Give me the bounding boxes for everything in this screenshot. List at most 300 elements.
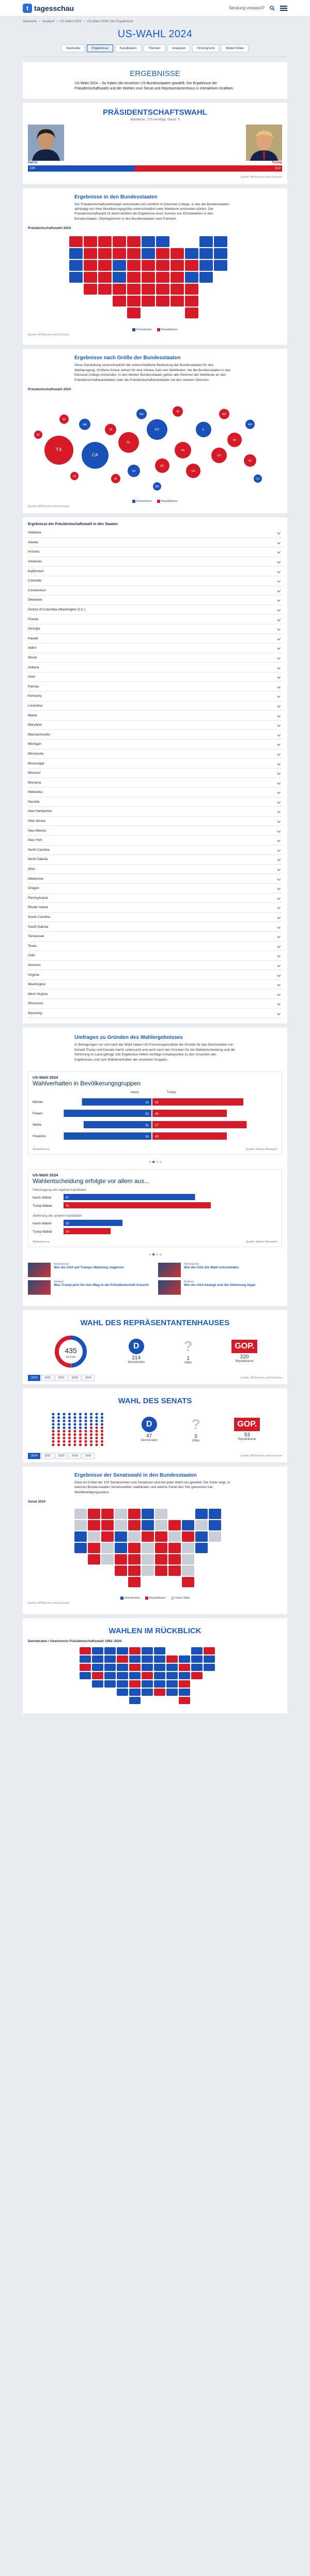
state-tile[interactable]	[69, 248, 83, 259]
state-tile[interactable]	[155, 1543, 167, 1553]
state-tile[interactable]	[84, 260, 97, 271]
state-row[interactable]	[28, 643, 282, 653]
state-tile[interactable]	[80, 1672, 91, 1679]
state-tile[interactable]	[168, 1566, 181, 1576]
survey-card-title: Wahlverhalten in Bevölkerungsgruppen	[33, 1079, 141, 1087]
state-tile[interactable]	[182, 1577, 194, 1587]
state-tile[interactable]	[92, 1647, 103, 1654]
state-row[interactable]	[28, 961, 282, 971]
state-tile[interactable]	[154, 1647, 165, 1654]
state-row[interactable]	[28, 980, 282, 990]
state-row[interactable]	[28, 720, 282, 730]
state-tile[interactable]	[179, 1655, 190, 1663]
state-tile[interactable]	[117, 1672, 128, 1679]
state-tile[interactable]	[182, 1543, 194, 1553]
state-tile[interactable]	[142, 236, 155, 247]
state-row[interactable]	[28, 557, 282, 567]
state-tile[interactable]	[129, 1655, 141, 1663]
teaser-title[interactable]: Was Trump jetzt für den Weg in die Präsidentschaft braucht	[54, 1283, 149, 1287]
teaser-item[interactable]	[28, 1263, 152, 1277]
state-row[interactable]	[28, 538, 282, 548]
state-row[interactable]	[28, 740, 282, 749]
tab-item[interactable]: Ergebnisse	[87, 44, 113, 52]
state-tile[interactable]	[171, 260, 184, 271]
state-row[interactable]	[28, 807, 282, 817]
state-tile[interactable]	[214, 260, 227, 271]
state-tile[interactable]	[113, 296, 126, 306]
state-tile[interactable]	[84, 272, 97, 283]
tab-item[interactable]: Startseite	[61, 44, 85, 52]
state-tile[interactable]	[185, 248, 198, 259]
state-tile[interactable]	[171, 272, 184, 283]
state-tile[interactable]	[185, 284, 198, 295]
state-tile[interactable]	[154, 1689, 165, 1696]
state-name: Maine	[28, 713, 37, 717]
state-row[interactable]	[28, 894, 282, 903]
year-tab[interactable]: 2024	[28, 1375, 40, 1381]
state-tile[interactable]	[156, 236, 169, 247]
state-tile[interactable]	[92, 1655, 103, 1663]
state-tile[interactable]	[129, 1680, 141, 1688]
state-tile[interactable]	[113, 236, 126, 247]
state-row[interactable]	[28, 595, 282, 605]
state-tile[interactable]	[168, 1554, 181, 1565]
state-tile[interactable]	[69, 260, 83, 271]
us-results-map[interactable]	[23, 232, 277, 325]
teaser-title[interactable]: Wie die USA die Wahl entschieden	[184, 1265, 239, 1269]
chevron-down-icon	[277, 598, 281, 602]
state-tile[interactable]	[156, 260, 169, 271]
state-tile[interactable]	[128, 1554, 141, 1565]
state-row[interactable]	[28, 798, 282, 807]
state-row[interactable]	[28, 826, 282, 836]
state-tile[interactable]	[101, 1554, 114, 1565]
breadcrumb-item[interactable]: Ausland	[42, 20, 55, 23]
state-tile[interactable]	[115, 1520, 127, 1530]
state-tile[interactable]	[155, 1566, 167, 1576]
breadcrumb: Startseite › Ausland › US-Wahl 2024 › US-Wahl 2024: Die Ergebnisse	[23, 20, 133, 23]
state-row[interactable]	[28, 615, 282, 624]
state-tile[interactable]	[104, 1680, 116, 1688]
state-row[interactable]	[28, 672, 282, 682]
state-tile[interactable]	[168, 1531, 181, 1542]
state-tile[interactable]	[154, 1664, 165, 1671]
state-tile[interactable]	[117, 1655, 128, 1663]
chevron-down-icon	[277, 992, 281, 996]
teaser-item[interactable]	[158, 1263, 282, 1277]
party-label: Republikaner	[235, 1360, 254, 1363]
teaser-item[interactable]	[158, 1280, 282, 1295]
carousel-dots[interactable]	[23, 1159, 287, 1165]
state-tile[interactable]	[84, 248, 97, 259]
state-tile[interactable]	[117, 1689, 128, 1696]
trump-portrait	[246, 125, 282, 161]
missed-show-link[interactable]: Sendung verpasst?	[229, 6, 265, 10]
state-bubble-label: CO	[256, 477, 260, 481]
state-tile[interactable]	[84, 284, 97, 295]
state-tile[interactable]	[166, 1672, 178, 1679]
state-tile[interactable]	[179, 1689, 190, 1696]
state-tile[interactable]	[101, 1509, 114, 1519]
state-tile[interactable]	[182, 1566, 194, 1576]
state-tile[interactable]	[156, 248, 169, 259]
state-row[interactable]	[28, 528, 282, 538]
state-tile[interactable]	[142, 284, 155, 295]
state-bubble-chart[interactable]	[23, 393, 277, 497]
state-tile[interactable]	[117, 1680, 128, 1688]
state-tile[interactable]	[195, 1543, 208, 1553]
state-tile[interactable]	[142, 1554, 154, 1565]
state-row[interactable]	[28, 566, 282, 576]
state-row[interactable]	[28, 605, 282, 615]
state-tile[interactable]	[191, 1664, 203, 1671]
state-tile[interactable]	[88, 1554, 100, 1565]
state-row[interactable]	[28, 547, 282, 557]
state-tile[interactable]	[92, 1664, 103, 1671]
state-tile[interactable]	[195, 1520, 208, 1530]
state-tile[interactable]	[185, 296, 198, 306]
state-tile[interactable]	[88, 1531, 100, 1542]
state-tile[interactable]	[142, 1672, 153, 1679]
state-tile[interactable]	[115, 1554, 127, 1565]
state-tile[interactable]	[127, 284, 141, 295]
state-tile[interactable]	[142, 1520, 154, 1530]
breadcrumb-item: US-Wahl 2024: Die Ergebnisse	[86, 20, 133, 23]
state-tile[interactable]	[142, 1531, 154, 1542]
state-tile[interactable]	[185, 308, 198, 318]
state-tile[interactable]	[209, 1509, 221, 1519]
state-tile[interactable]	[74, 1531, 87, 1542]
logo[interactable]	[23, 4, 74, 13]
state-tile[interactable]	[179, 1680, 190, 1688]
chevron-down-icon	[277, 809, 281, 813]
source-note: Quelle: AP/Election and Decision	[28, 504, 70, 508]
state-tile[interactable]	[191, 1655, 203, 1663]
state-tile[interactable]	[214, 236, 227, 247]
state-tile[interactable]	[195, 1531, 208, 1542]
chevron-down-icon	[277, 646, 281, 650]
state-tile[interactable]	[115, 1509, 127, 1519]
state-row[interactable]	[28, 846, 282, 855]
year-tab[interactable]: 2022	[41, 1453, 54, 1459]
state-tile[interactable]	[128, 1566, 141, 1576]
state-tile[interactable]	[127, 308, 141, 318]
state-tile[interactable]	[154, 1680, 165, 1688]
state-tile[interactable]	[142, 272, 155, 283]
chevron-down-icon	[277, 685, 281, 688]
state-tile[interactable]	[171, 248, 184, 259]
state-tile[interactable]	[166, 1689, 178, 1696]
state-row[interactable]	[28, 634, 282, 644]
state-tile[interactable]	[171, 296, 184, 306]
state-row[interactable]	[28, 913, 282, 923]
state-tile[interactable]	[142, 1680, 153, 1688]
state-tile[interactable]	[80, 1647, 91, 1654]
state-tile[interactable]	[128, 1543, 141, 1553]
state-tile[interactable]	[155, 1520, 167, 1530]
state-tile[interactable]	[155, 1554, 167, 1565]
state-tile[interactable]	[117, 1664, 128, 1671]
state-tile[interactable]	[127, 296, 141, 306]
state-tile[interactable]	[115, 1531, 127, 1542]
state-tile[interactable]	[113, 260, 126, 271]
year-tab[interactable]: 2018	[69, 1453, 81, 1459]
state-tile[interactable]	[115, 1566, 127, 1576]
tab-item[interactable]: Bilder/Video	[221, 44, 249, 52]
state-tile[interactable]	[104, 1655, 116, 1663]
state-tile[interactable]	[129, 1689, 141, 1696]
state-row[interactable]	[28, 682, 282, 692]
state-tile[interactable]	[142, 1566, 154, 1576]
state-tile[interactable]	[127, 272, 141, 283]
state-tile[interactable]	[185, 272, 198, 283]
state-tile[interactable]	[156, 296, 169, 306]
state-tile[interactable]	[142, 1509, 154, 1519]
tab-item[interactable]: Themen	[144, 44, 165, 52]
state-tile[interactable]	[199, 260, 213, 271]
state-tile[interactable]	[128, 1520, 141, 1530]
state-name: Rhode Island	[28, 906, 48, 910]
state-row[interactable]	[28, 817, 282, 826]
state-tile[interactable]	[142, 1664, 153, 1671]
history-map[interactable]	[23, 1645, 277, 1707]
state-tile[interactable]	[156, 272, 169, 283]
state-tile[interactable]	[185, 260, 198, 271]
state-row[interactable]	[28, 951, 282, 961]
state-tile[interactable]	[128, 1577, 141, 1587]
state-name: Illinois	[28, 655, 38, 660]
state-tile[interactable]	[128, 1531, 141, 1542]
state-row[interactable]	[28, 1009, 282, 1019]
state-row[interactable]	[28, 970, 282, 980]
state-tile[interactable]	[142, 1647, 153, 1654]
tab-item[interactable]: Hintergrund	[192, 44, 219, 52]
state-tile[interactable]	[101, 1531, 114, 1542]
state-tile[interactable]	[88, 1543, 100, 1553]
teaser-title[interactable]: Wie die USA auf Trumps Wahlsieg reagieren	[54, 1265, 124, 1269]
chevron-down-icon	[277, 1011, 281, 1015]
state-row[interactable]	[28, 865, 282, 875]
state-tile[interactable]	[115, 1543, 127, 1553]
senate-seat	[73, 1433, 76, 1436]
chevron-down-icon	[277, 781, 281, 785]
state-tile[interactable]	[166, 1655, 178, 1663]
state-tile[interactable]	[142, 260, 155, 271]
senate-seat	[84, 1413, 87, 1415]
state-tile[interactable]	[98, 272, 112, 283]
state-tile[interactable]	[168, 1520, 181, 1530]
state-tile[interactable]	[199, 248, 213, 259]
chevron-down-icon	[277, 790, 281, 794]
senate-seat	[101, 1413, 103, 1415]
state-tile[interactable]	[182, 1554, 194, 1565]
state-row[interactable]	[28, 759, 282, 769]
state-tile[interactable]	[84, 236, 97, 247]
state-row[interactable]	[28, 730, 282, 740]
state-tile[interactable]	[98, 248, 112, 259]
state-tile[interactable]	[166, 1680, 178, 1688]
state-tile[interactable]	[182, 1520, 194, 1530]
state-tile[interactable]	[129, 1664, 141, 1671]
state-tile[interactable]	[199, 272, 213, 283]
state-tile[interactable]	[127, 236, 141, 247]
state-tile[interactable]	[88, 1520, 100, 1530]
state-tile[interactable]	[154, 1672, 165, 1679]
state-row[interactable]	[28, 711, 282, 720]
state-tile[interactable]	[74, 1520, 87, 1530]
state-tile[interactable]	[171, 284, 184, 295]
year-tab[interactable]: 2020	[55, 1453, 68, 1459]
state-tile[interactable]	[88, 1509, 100, 1519]
state-row[interactable]	[28, 663, 282, 672]
state-row[interactable]	[28, 999, 282, 1009]
senate-results-map[interactable]	[23, 1506, 277, 1593]
state-row[interactable]	[28, 749, 282, 759]
chevron-down-icon	[277, 963, 281, 967]
state-row[interactable]	[28, 836, 282, 846]
state-tile[interactable]	[101, 1543, 114, 1553]
senate-seat	[52, 1437, 54, 1439]
state-tile[interactable]	[113, 284, 126, 295]
state-row[interactable]	[28, 653, 282, 663]
state-tile[interactable]	[69, 236, 83, 247]
state-tile[interactable]	[209, 1520, 221, 1530]
teaser-item[interactable]	[28, 1280, 152, 1295]
state-tile[interactable]	[69, 272, 83, 283]
state-tile[interactable]	[80, 1664, 91, 1671]
rep-value: 45	[155, 1135, 159, 1139]
state-tile[interactable]	[74, 1509, 87, 1519]
year-tab[interactable]: 2016	[82, 1453, 95, 1459]
state-row[interactable]	[28, 586, 282, 596]
source-note: Quelle: AP/Election and Decision	[240, 175, 282, 179]
state-tile[interactable]	[154, 1655, 165, 1663]
state-tile[interactable]	[179, 1664, 190, 1671]
state-tile[interactable]	[101, 1520, 114, 1530]
state-tile[interactable]	[195, 1509, 208, 1519]
tab-item[interactable]: Kandidaten	[115, 44, 142, 52]
state-tile[interactable]	[104, 1647, 116, 1654]
tab-item[interactable]: Analysen	[167, 44, 191, 52]
breadcrumb-item[interactable]: US-Wahl 2024	[59, 20, 82, 23]
state-tile[interactable]	[92, 1672, 103, 1679]
state-row[interactable]	[28, 903, 282, 913]
state-tile[interactable]	[204, 1647, 215, 1654]
carousel-dots[interactable]	[23, 1251, 287, 1258]
senate-seat	[79, 1423, 82, 1425]
senate-seat	[52, 1430, 54, 1432]
breadcrumb-item[interactable]: Startseite	[23, 20, 37, 23]
menu-icon[interactable]	[280, 6, 287, 11]
search-icon[interactable]	[270, 6, 275, 11]
state-tile[interactable]	[214, 248, 227, 259]
state-row[interactable]	[28, 576, 282, 586]
state-tile[interactable]	[92, 1680, 103, 1688]
senate-seat	[90, 1440, 92, 1443]
state-tile[interactable]	[80, 1655, 91, 1663]
state-tile[interactable]	[98, 284, 112, 295]
state-row[interactable]	[28, 624, 282, 634]
state-row[interactable]	[28, 701, 282, 711]
state-row[interactable]	[28, 922, 282, 932]
year-tab[interactable]: 2020	[55, 1375, 68, 1381]
state-tile[interactable]	[142, 296, 155, 306]
state-tile[interactable]	[104, 1672, 116, 1679]
rep-bar	[152, 1098, 243, 1106]
state-tile[interactable]	[129, 1647, 141, 1654]
state-tile[interactable]	[113, 272, 126, 283]
state-tile[interactable]	[98, 260, 112, 271]
expand-link[interactable]: Weiterlesen ▸	[33, 1147, 50, 1151]
state-tile[interactable]	[191, 1647, 203, 1654]
state-tile[interactable]	[155, 1509, 167, 1519]
state-row[interactable]	[28, 932, 282, 942]
state-tile[interactable]	[156, 284, 169, 295]
state-row[interactable]	[28, 788, 282, 798]
state-tile[interactable]	[142, 1689, 153, 1696]
state-tile[interactable]	[179, 1697, 190, 1704]
map-section-text: Der Präsidentschaftswahlsieger entscheidet sich letztlich im Electoral College, in das die Bundesstaaten abhängig von ihrer Bevölkerungsgröße unterschiedlich viele Wahlleute entsenden dürfen. Die Präsidentschaftswahl ist damit letztlich die Ergebnisse einer Summe von Einzelwahlen in den Bundesstaaten. Überlegtimmer in den Bundesstaaten nach Parteien.	[74, 202, 229, 221]
teaser-title[interactable]: Wie die USA bewegt und die Stimmung kippt	[184, 1283, 256, 1287]
year-tab[interactable]: 2022	[41, 1375, 54, 1381]
expand-link[interactable]: Weiterlesen ▸	[33, 1240, 50, 1244]
house-donut	[53, 1333, 89, 1370]
year-tab[interactable]: 2018	[69, 1375, 81, 1381]
state-tile[interactable]	[209, 1531, 221, 1542]
state-tile[interactable]	[128, 1509, 141, 1519]
state-tile[interactable]	[129, 1672, 141, 1679]
state-tile[interactable]	[191, 1672, 203, 1679]
year-tab[interactable]: 2024	[28, 1453, 40, 1459]
state-tile[interactable]	[155, 1531, 167, 1542]
party-label: Offen	[184, 1361, 192, 1365]
state-row[interactable]	[28, 778, 282, 788]
state-row[interactable]	[28, 874, 282, 884]
senate-seat	[79, 1440, 82, 1443]
state-tile[interactable]	[168, 1543, 181, 1553]
state-tile[interactable]	[142, 1655, 153, 1663]
party-label: Offen	[192, 1439, 200, 1443]
state-tile[interactable]	[204, 1655, 215, 1663]
senate-seat	[95, 1437, 98, 1439]
state-tile[interactable]	[74, 1543, 87, 1553]
state-tile[interactable]	[179, 1672, 190, 1679]
state-tile[interactable]	[127, 248, 141, 259]
state-tile[interactable]	[113, 248, 126, 259]
senate-seat	[73, 1423, 76, 1425]
related-teasers	[23, 1258, 287, 1303]
state-row[interactable]	[28, 884, 282, 894]
state-row[interactable]	[28, 855, 282, 865]
state-tile[interactable]	[166, 1664, 178, 1671]
state-tile[interactable]	[98, 236, 112, 247]
state-row[interactable]	[28, 692, 282, 701]
state-tile[interactable]	[127, 260, 141, 271]
year-tab[interactable]: 2016	[82, 1375, 95, 1381]
state-tile[interactable]	[204, 1664, 215, 1671]
state-tile[interactable]	[104, 1664, 116, 1671]
teaser-image	[158, 1280, 181, 1295]
state-tile[interactable]	[117, 1647, 128, 1654]
state-row[interactable]	[28, 989, 282, 999]
state-tile[interactable]	[199, 236, 213, 247]
state-tile[interactable]	[182, 1531, 194, 1542]
state-tile[interactable]	[142, 1543, 154, 1553]
state-row[interactable]	[28, 769, 282, 778]
state-tile[interactable]	[142, 248, 155, 259]
state-row[interactable]	[28, 942, 282, 952]
state-tile[interactable]	[129, 1697, 141, 1704]
